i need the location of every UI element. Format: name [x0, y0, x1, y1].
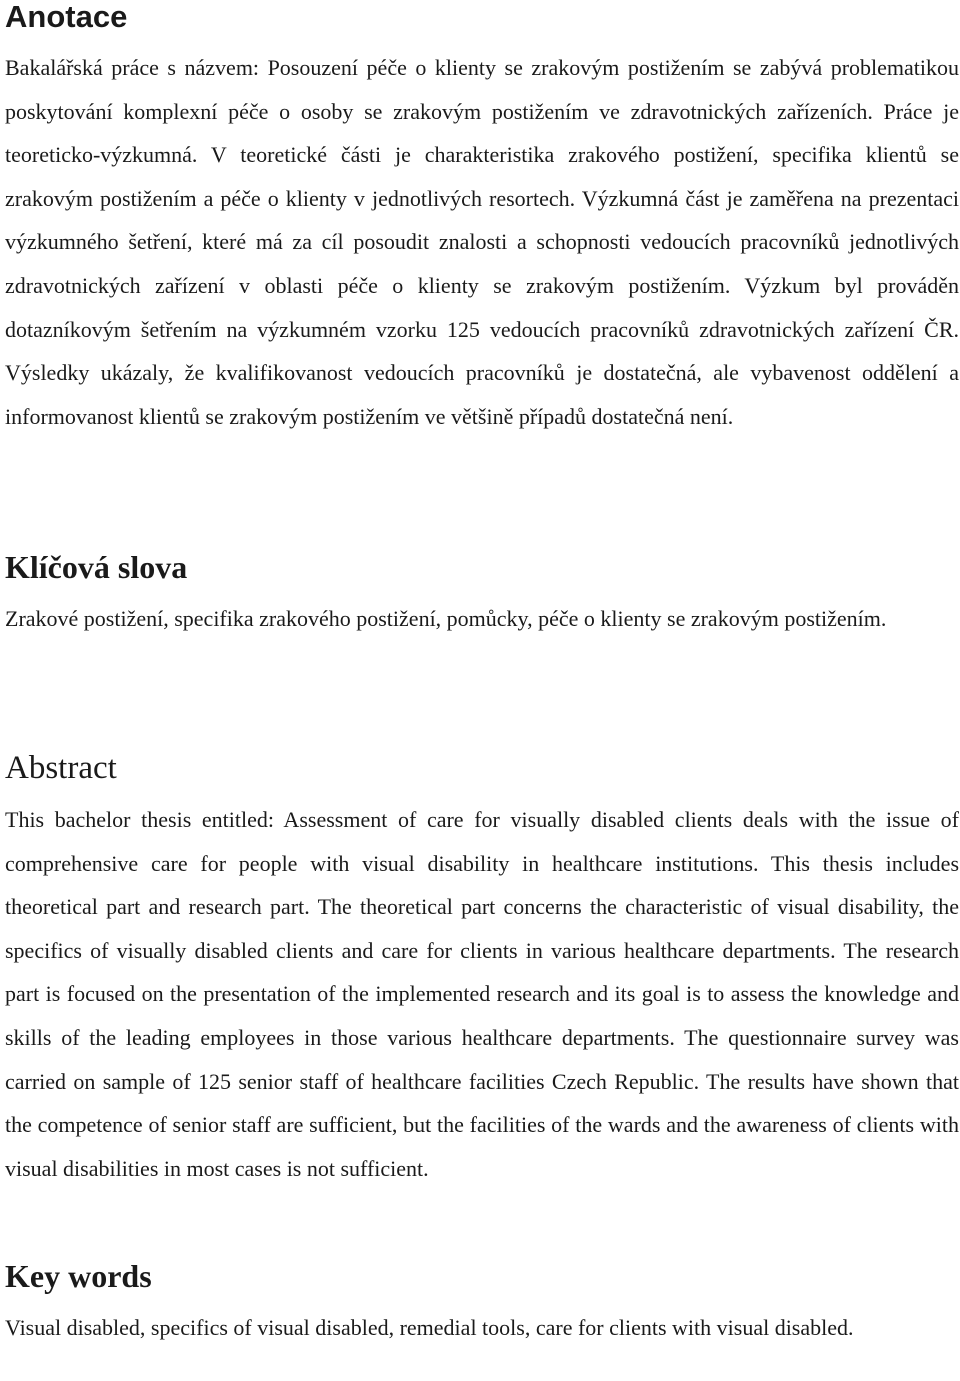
paragraph-klicova-slova: Zrakové postižení, specifika zrakového postižení, pomůcky, péče o klienty se zrakovým postižením.: [5, 606, 887, 631]
paragraph-abstract: This bachelor thesis entitled: Assessment of care for visually disabled clients deals with the issue of comprehensive care for people with visual disability in healthcare institutions. This thesis includes theoretical part and research part. The theoretical part concerns the characteristic of visual disability, the specifics of visually disabled clients and care for clients in various healthcare departments. The research part is focused on the presentation of the implemented research and its goal is to assess the knowledge and skills of the leading employees in those various healthcare departments. The questionnaire survey was carried on sample of 125 senior staff of healthcare facilities Czech Republic. The results have shown that the competence of senior staff are sufficient, but the facilities of the wards and the awareness of clients with visual disabilities in most cases is not sufficient.: [5, 807, 959, 1181]
heading-klicova-slova: Klíčová slova: [5, 549, 188, 585]
heading-anotace: Anotace: [5, 0, 128, 34]
paragraph-anotace: Bakalářská práce s názvem: Posouzení péče o klienty se zrakovým postižením se zabývá problematikou poskytování komplexní péče o osoby se zrakovým postižením ve zdravotnických zařízeních. Práce je teoreticko-výzkumná. V teoretické části je charakteristika zrakového postižení, specifika klientů se zrakovým postižením a péče o klienty v jednotlivých resortech. Výzkumná část je zaměřena na prezentaci výzkumného šetření, které má za cíl posoudit znalosti a schopnosti vedoucích pracovníků jednotlivých zdravotnických zařízení v oblasti péče o klienty se zrakovým postižením. Výzkum byl prováděn dotazníkovým šetřením na výzkumném vzorku 125 vedoucích pracovníků zdravotnických zařízení ČR. Výsledky ukázaly, že kvalifikovanost vedoucích pracovníků je dostatečná, ale vybavenost oddělení a informovanost klientů se zrakovým postižením ve většině případů dostatečná není.: [5, 55, 959, 429]
heading-key-words: Key words: [5, 1258, 152, 1294]
heading-abstract: Abstract: [5, 750, 117, 786]
paragraph-key-words: Visual disabled, specifics of visual disabled, remedial tools, care for clients with visual disabled.: [5, 1315, 854, 1340]
